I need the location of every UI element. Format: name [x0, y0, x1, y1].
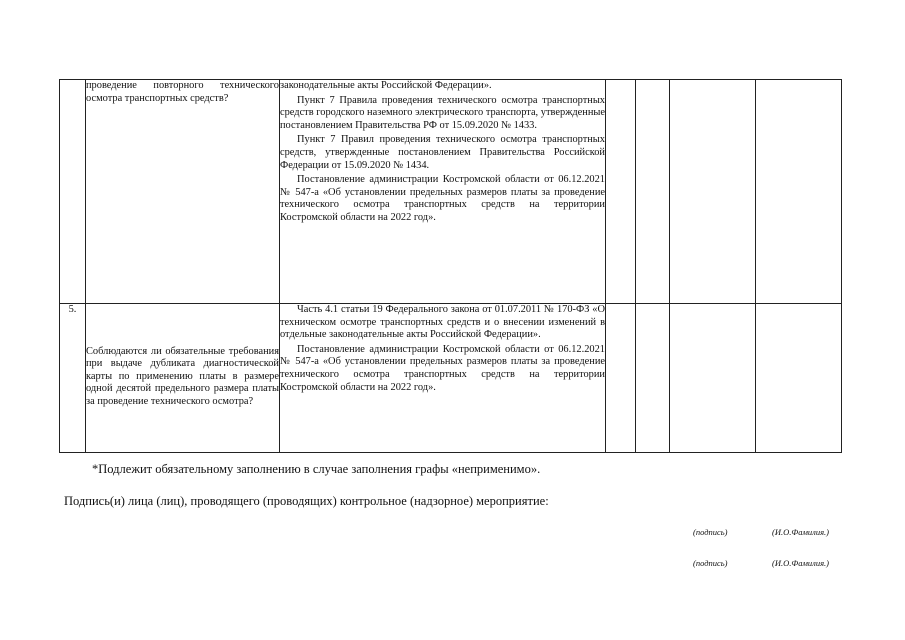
legal-act-text: Постановление администрации Костромской области от 06.12.2021 № 547-а «Об установлении предельных размеров платы за проведение технического осмотра транспортных средств на территории Костромской области на 2022 год».: [280, 174, 605, 223]
signature-title: Подпись(и) лица (лиц), проводящего (проводящих) контрольное (надзорное) мероприятие:: [64, 494, 549, 508]
row-number: 5.: [60, 304, 86, 453]
name-placeholder: (И.О.Фамилия.): [772, 558, 829, 568]
question-text: Соблюдаются ли обязательные требования при выдаче дубликата диагностической карты по применению платы в размере одной десятой предельного размера платы за проведение технического осмотра?: [86, 345, 279, 407]
legal-act-text: законодательные акты Российской Федерации».: [280, 80, 492, 91]
question-cell: [86, 80, 280, 304]
signature-placeholder: (подпись): [693, 527, 728, 537]
answer-cell-note[interactable]: [756, 304, 842, 453]
legal-act-text: Часть 4.1 статьи 19 Федерального закона от 01.07.2011 № 170-ФЗ «О техническом осмотре транспортных средств и о внесении изменений в отдельные законодательные акты Российской Федерации».: [280, 304, 605, 341]
table-row: [60, 80, 842, 304]
answer-cell-yes[interactable]: [606, 304, 636, 453]
footnote: *Подлежит обязательному заполнению в случае заполнения графы «неприменимо».: [92, 462, 541, 476]
answer-cell-no[interactable]: [636, 80, 670, 304]
name-placeholder: (И.О.Фамилия.): [772, 527, 829, 537]
table-row: [60, 304, 842, 453]
legal-act-text: Постановление администрации Костромской области от 06.12.2021 № 547-а «Об установлении предельных размеров платы за проведение технического осмотра транспортных средств на территории Костромской области на 2022 год».: [280, 343, 605, 393]
question-text: проведение повторного технического осмотра транспортных средств?: [86, 80, 279, 104]
legal-act-text: Пункт 7 Правил проведения технического осмотра транспортных средств, утвержденные постановлением Правительства Российской Федерации от 15.09.2020 № 1434.: [280, 134, 605, 171]
answer-cell-yes[interactable]: [606, 80, 636, 304]
answer-cell-note[interactable]: [756, 80, 842, 304]
checklist-table: [59, 79, 842, 453]
legal-acts-cell: [280, 304, 606, 453]
signature-placeholder: (подпись): [693, 558, 728, 568]
answer-cell-not-applicable[interactable]: [670, 304, 756, 453]
question-cell: [86, 304, 280, 453]
legal-acts-cell: [280, 80, 606, 304]
answer-cell-not-applicable[interactable]: [670, 80, 756, 304]
legal-act-text: Пункт 7 Правила проведения технического осмотра транспортных средств городского наземного электрического транспорта, утвержденные постановлением Правительства РФ от 15.09.2020 № 1433.: [280, 94, 605, 131]
row-number: [60, 80, 86, 304]
answer-cell-no[interactable]: [636, 304, 670, 453]
